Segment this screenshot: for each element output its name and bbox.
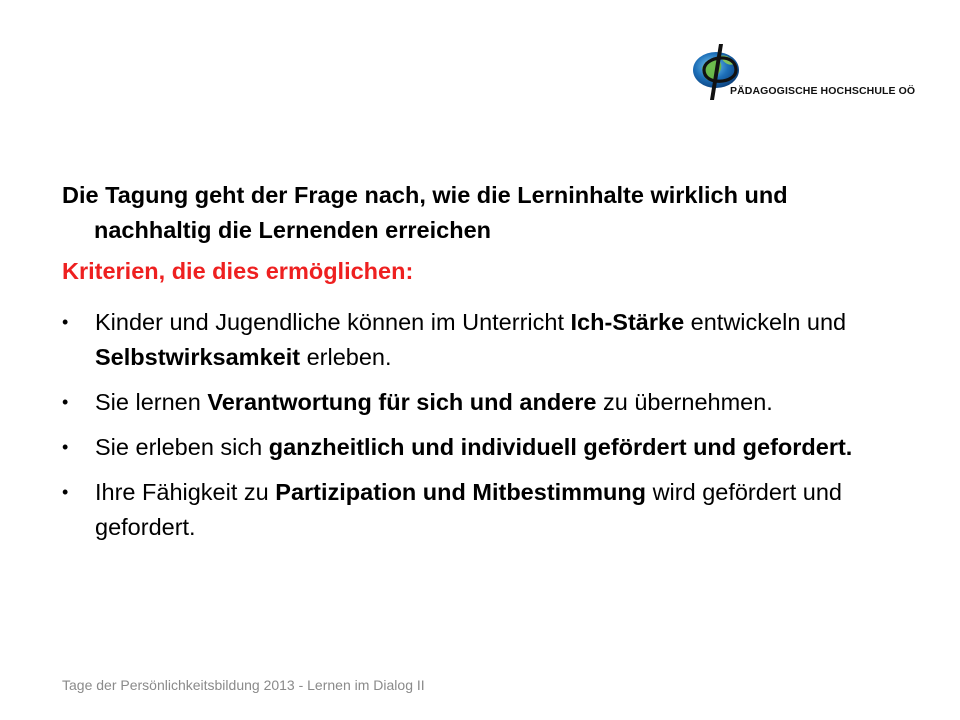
bullet-icon: • — [62, 437, 69, 457]
bullet-icon: • — [62, 312, 69, 332]
criteria-list — [62, 305, 882, 545]
slide-content — [62, 178, 882, 555]
institution-logo — [690, 40, 916, 104]
emphasis-selbstwirksamkeit: Selbstwirksamkeit — [95, 344, 301, 370]
intro-paragraph: Die Tagung geht der Frage nach, wie die Lerninhalte wirklich und nachhaltig die Lernenden erreichen — [62, 182, 788, 243]
criteria-heading: Kriterien, die dies ermöglichen: — [62, 258, 414, 284]
text-segment: entwickeln und — [684, 309, 847, 335]
text-segment: Sie lernen — [95, 389, 208, 415]
text-segment: zu übernehmen. — [596, 389, 773, 415]
emphasis-ganzheitlich: ganzheitlich und individuell gefördert und gefordert. — [268, 434, 853, 460]
text-segment: wird gefördert und gefordert. — [95, 479, 842, 540]
text-segment: Kinder und Jugendliche können im Unterricht — [95, 309, 571, 335]
list-item — [62, 385, 882, 420]
logo-text: PÄDAGOGISCHE HOCHSCHULE OÖ — [730, 85, 916, 97]
bullet-icon: • — [62, 482, 69, 502]
bullet-icon: • — [62, 392, 69, 412]
slide-footer: Tage der Persönlichkeitsbildung 2013 - Lernen im Dialog II — [62, 677, 425, 693]
text-segment: Sie erleben sich — [95, 434, 269, 460]
text-segment: Ihre Fähigkeit zu — [95, 479, 276, 505]
text-segment: erleben. — [300, 344, 392, 370]
list-item — [62, 430, 882, 465]
list-item — [62, 475, 882, 545]
emphasis-ich-staerke: Ich-Stärke — [570, 309, 685, 335]
list-item — [62, 305, 882, 375]
emphasis-verantwortung: Verantwortung für sich und andere — [207, 389, 597, 415]
emphasis-partizipation: Partizipation und Mitbestimmung — [275, 479, 647, 505]
